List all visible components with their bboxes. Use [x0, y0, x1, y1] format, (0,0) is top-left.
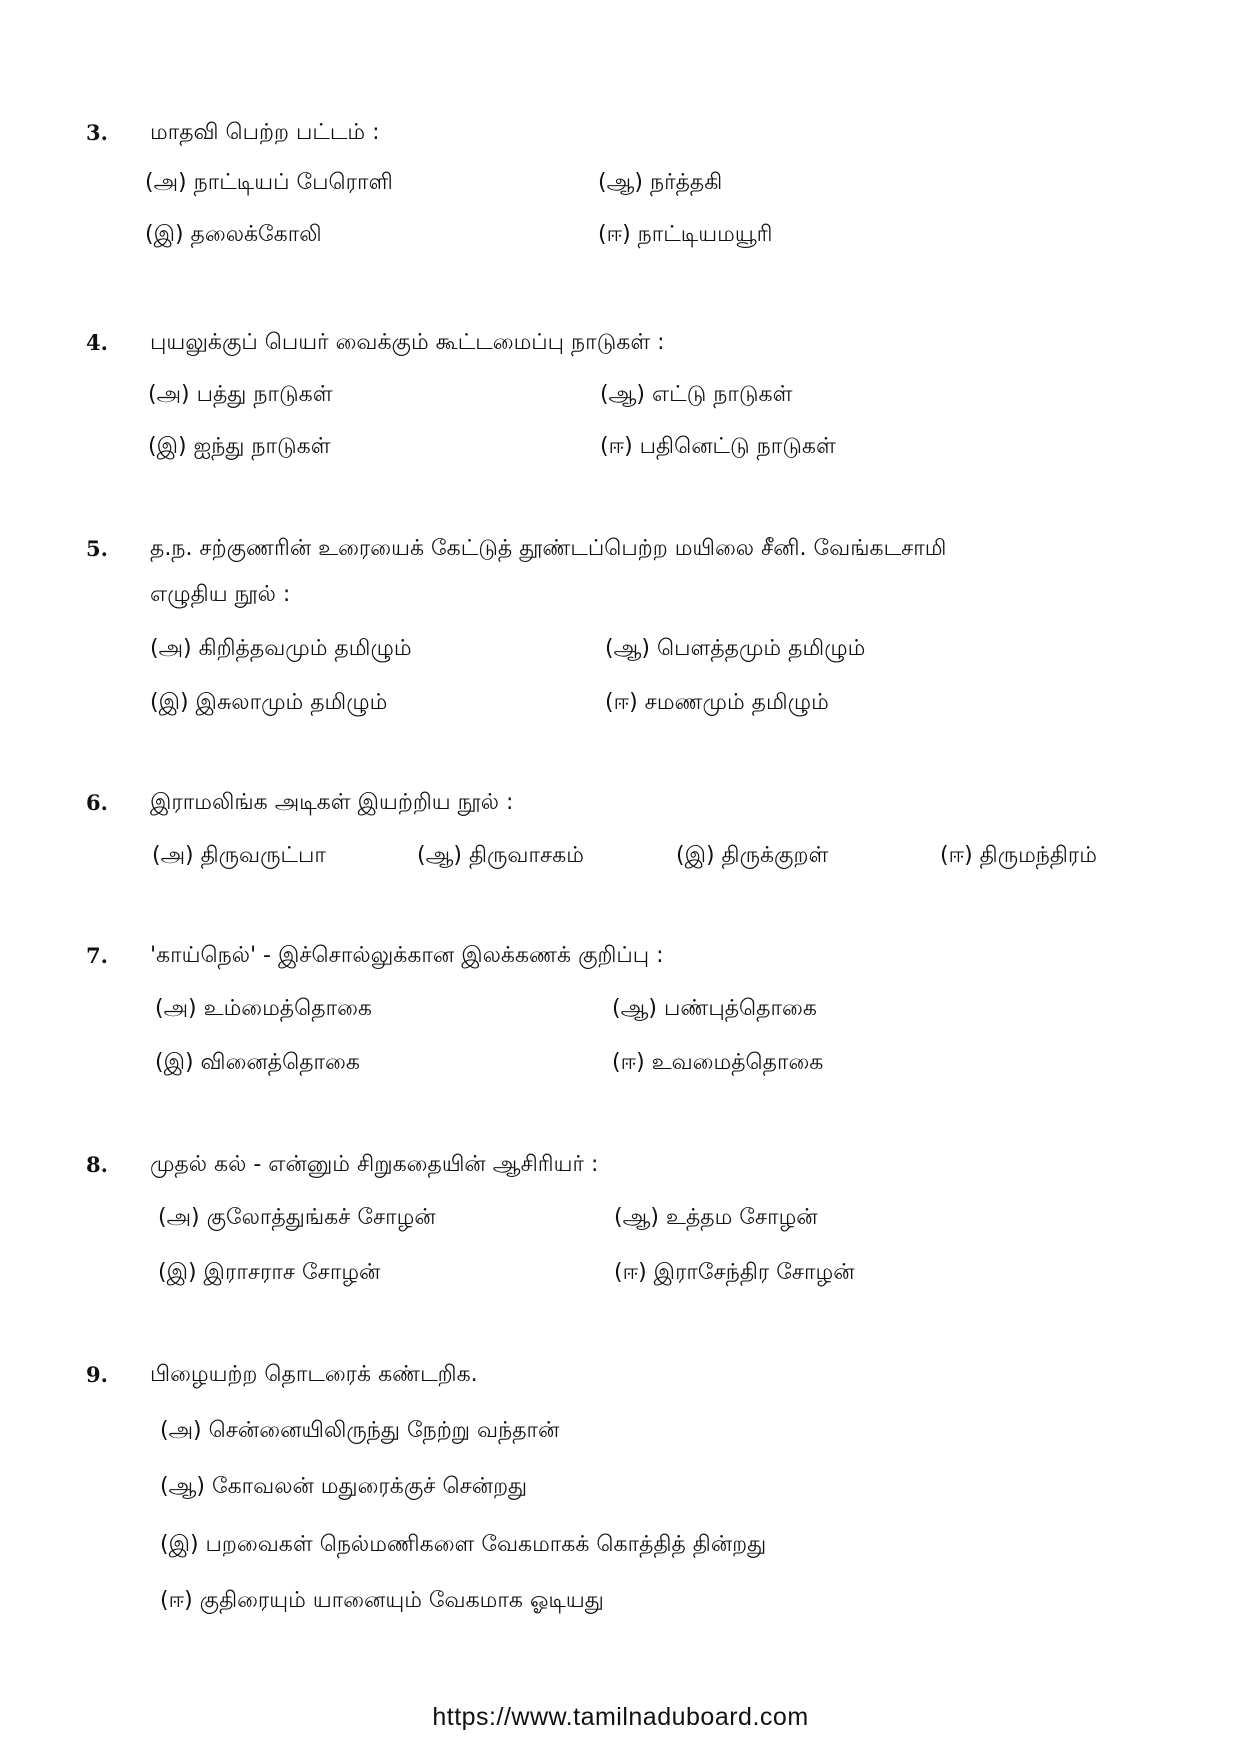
option-a: (அ) உம்மைத்தொகை: [155, 996, 372, 1021]
question-3: [0, 120, 1241, 150]
question-stem: மாதவி பெற்ற பட்டம் :: [150, 120, 380, 145]
option-b: (ஆ) எட்டு நாடுகள்: [600, 382, 793, 407]
footer-url: https://www.tamilnaduboard.com: [432, 1703, 809, 1731]
question-8: [0, 1152, 1241, 1182]
question-6: [0, 790, 1241, 820]
option-a: (அ) நாட்டியப் பேரொளி: [145, 170, 393, 195]
question-number: 3.: [86, 120, 108, 145]
option-c: (இ) திருக்குறள்: [676, 843, 829, 868]
question-4: [0, 330, 1241, 360]
option-c: (இ) தலைக்கோலி: [145, 222, 322, 247]
question-5: [0, 536, 1241, 566]
question-number: 8.: [86, 1152, 108, 1177]
option-d: (ஈ) சமணமும் தமிழும்: [605, 690, 829, 715]
question-number: 7.: [86, 943, 108, 968]
question-stem: 'காய்நெல்' - இச்சொல்லுக்கான இலக்கணக் குறிப்பு :: [150, 943, 664, 968]
question-number: 6.: [86, 790, 108, 815]
option-d: (ஈ) குதிரையும் யானையும் வேகமாக ஓடியது: [160, 1588, 604, 1613]
option-b: (ஆ) பௌத்தமும் தமிழும்: [605, 636, 866, 661]
option-c: (இ) பறவைகள் நெல்மணிகளை வேகமாகக் கொத்தித் தின்றது: [160, 1532, 767, 1557]
option-a: (அ) திருவருட்பா: [152, 843, 326, 868]
question-stem: இராமலிங்க அடிகள் இயற்றிய நூல் :: [150, 790, 514, 815]
option-a: (அ) கிறித்தவமும் தமிழும்: [150, 636, 412, 661]
question-9: [0, 1362, 1241, 1392]
option-c: (இ) இசுலாமும் தமிழும்: [150, 690, 388, 715]
option-a: (அ) குலோத்துங்கச் சோழன்: [158, 1205, 436, 1230]
question-stem-continued: எழுதிய நூல் :: [150, 582, 291, 607]
option-c: (இ) இராசராச சோழன்: [158, 1260, 381, 1285]
question-7: [0, 943, 1241, 973]
option-d: (ஈ) இராசேந்திர சோழன்: [614, 1260, 855, 1285]
option-a: (அ) சென்னையிலிருந்து நேற்று வந்தான்: [160, 1418, 560, 1443]
question-stem: பிழையற்ற தொடரைக் கண்டறிக.: [150, 1362, 478, 1387]
option-d: (ஈ) உவமைத்தொகை: [612, 1050, 824, 1075]
option-c: (இ) வினைத்தொகை: [155, 1050, 360, 1075]
option-d: (ஈ) பதினெட்டு நாடுகள்: [600, 434, 836, 459]
option-b: (ஆ) கோவலன் மதுரைக்குச் சென்றது: [160, 1474, 528, 1499]
option-a: (அ) பத்து நாடுகள்: [148, 382, 333, 407]
question-stem: த.ந. சற்குணரின் உரையைக் கேட்டுத் தூண்டப்பெற்ற மயிலை சீனி. வேங்கடசாமி: [150, 536, 947, 561]
option-b: (ஆ) பண்புத்தொகை: [612, 996, 817, 1021]
question-number: 5.: [86, 536, 108, 561]
option-d: (ஈ) திருமந்திரம்: [940, 843, 1097, 868]
option-c: (இ) ஐந்து நாடுகள்: [148, 434, 331, 459]
question-stem: முதல் கல் - என்னும் சிறுகதையின் ஆசிரியர் :: [150, 1152, 599, 1177]
option-b: (ஆ) திருவாசகம்: [417, 843, 584, 868]
option-b: (ஆ) உத்தம சோழன்: [614, 1205, 818, 1230]
question-number: 4.: [86, 330, 108, 355]
option-b: (ஆ) நர்த்தகி: [598, 170, 723, 195]
option-d: (ஈ) நாட்டியமயூரி: [598, 222, 773, 247]
question-number: 9.: [86, 1362, 108, 1387]
question-stem: புயலுக்குப் பெயர் வைக்கும் கூட்டமைப்பு நாடுகள் :: [150, 330, 665, 355]
